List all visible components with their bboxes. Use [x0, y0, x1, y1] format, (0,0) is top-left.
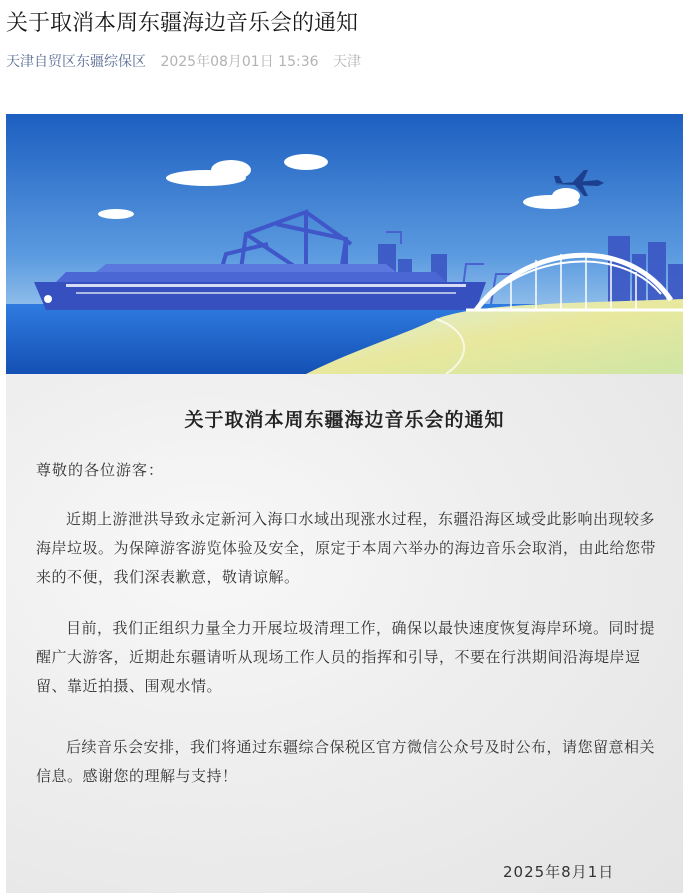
notice-paragraph: 近期上游泄洪导致永定新河入海口水域出现涨水过程，东疆沿海区域受此影响出现较多海岸垃圾。为保障游客游览体验及安全，原定于本周六举办的海边音乐会取消，由此给您带来的不便，我们深表歉意，敬请谅解。: [36, 510, 657, 586]
notice-greeting: 尊敬的各位游客：: [36, 461, 165, 479]
account-name-link[interactable]: 天津自贸区东疆综保区: [6, 54, 146, 70]
article-meta: [6, 53, 361, 71]
notice-date: 2025年8月1日: [503, 863, 615, 881]
notice-paragraph: 目前，我们正组织力量全力开展垃圾清理工作，确保以最快速度恢复海岸环境。同时提醒广大游客，近期赴东疆请听从现场工作人员的指挥和引导，不要在行洪期间沿海堤岸逗留、靠近拍摄、围观水情。: [36, 619, 656, 695]
notice-title: 关于取消本周东疆海边音乐会的通知: [184, 409, 505, 431]
publish-location: 天津: [332, 54, 361, 70]
notice-poster-image[interactable]: [6, 114, 683, 893]
article-title: 关于取消本周东疆海边音乐会的通知: [6, 11, 359, 36]
publish-datetime: 2025年08月01日 15:36: [160, 54, 319, 70]
port-illustration-banner: [6, 114, 683, 374]
notice-paragraph: 后续音乐会安排，我们将通过东疆综合保税区官方微信公众号及时公布，请您留意相关信息。感谢您的理解与支持！: [36, 738, 656, 785]
